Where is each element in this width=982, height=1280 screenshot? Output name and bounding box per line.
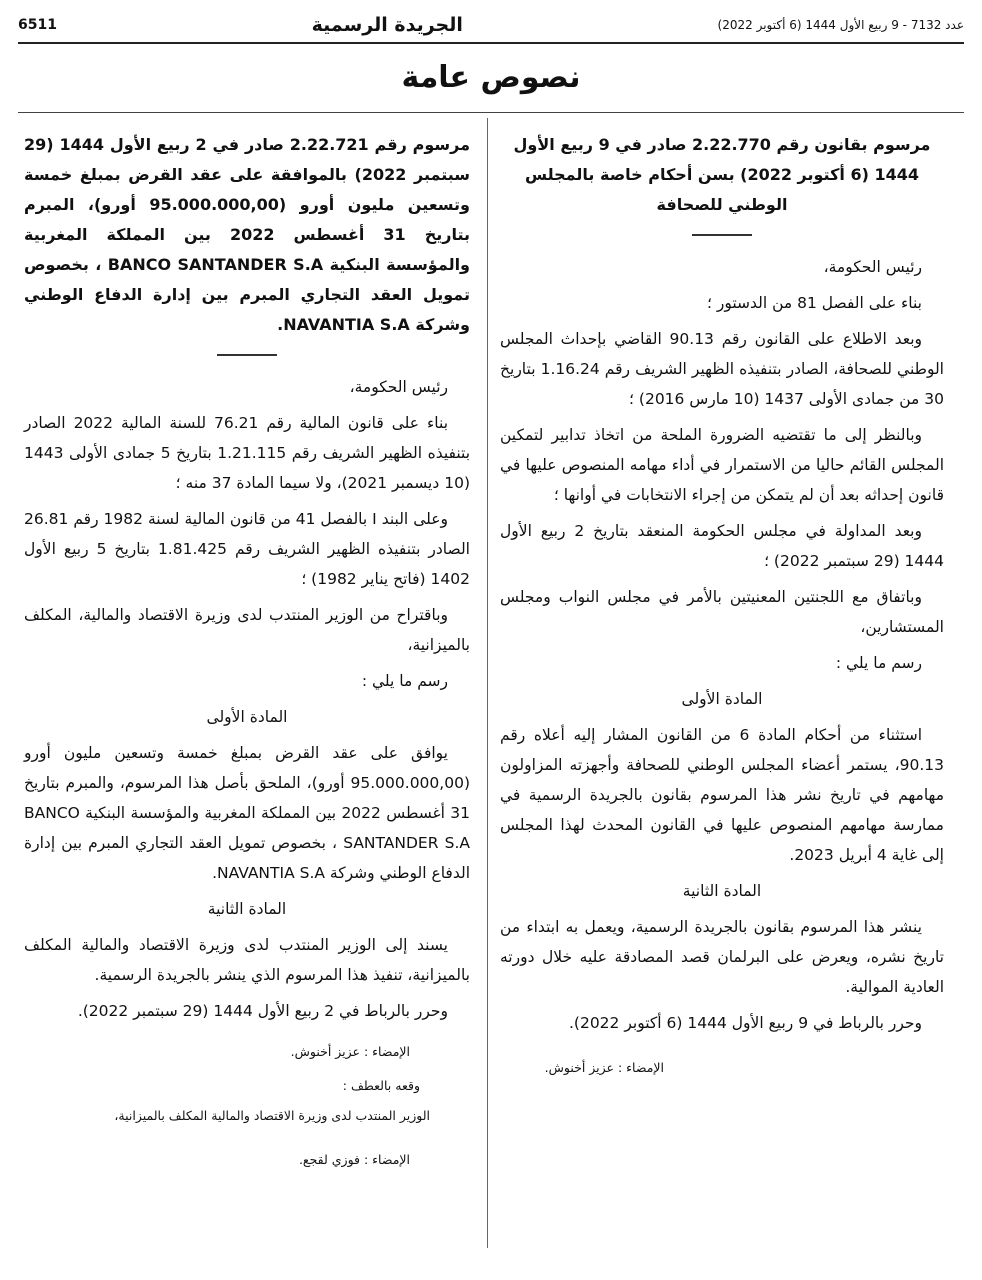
article-2-heading: المادة الثانية [682, 882, 762, 900]
article-1-text: استثناء من أحكام المادة 6 من القانون المشار إليه أعلاه رقم 90.13، يستمر أعضاء المجلس الوطني للصحافة وأجهزته المزاولون مهامهم في تاريخ نشر هذا المرسوم بقانون بالجريدة الرسمية في ممارسة مهامهم المنصوص عليها في القانون المحدث لهذا المجلس إلى غاية 4 أبريل 2023. [500, 726, 944, 864]
article-2-text: يسند إلى الوزير المنتدب لدى وزيرة الاقتصاد والمالية المكلف بالميزانية، تنفيذ هذا المرسوم الذي ينشر بالجريدة الرسمية. [24, 936, 470, 984]
header-rule [18, 42, 964, 44]
countersign-signature: الإمضاء : فوزي لقجع. [298, 1152, 410, 1167]
article-1-heading: المادة الأولى [681, 690, 763, 708]
article-1-heading: المادة الأولى [206, 708, 288, 726]
signature: الإمضاء : عزيز أخنوش. [290, 1044, 410, 1059]
countersign-role: الوزير المنتدب لدى وزيرة الاقتصاد والمالية المكلف بالميزانية، [114, 1108, 430, 1123]
decrees-label: رسم ما يلي : [835, 654, 922, 672]
preamble-2: وعلى البند I بالفصل 41 من قانون المالية لسنة 1982 رقم 26.81 الصادر بتنفيذه الظهير الشريف رقم 1.81.425 بتاريخ 5 ربيع الأول 1402 (فاتح يناير 1982) ؛ [24, 510, 470, 588]
preamble-2: وبعد الاطلاع على القانون رقم 90.13 القاضي بإحداث المجلس الوطني للصحافة، الصادر بتنفيذه الظهير الشريف رقم 1.16.24 بتاريخ 30 من جمادى الأولى 1437 (10 مارس 2016) ؛ [500, 330, 944, 408]
article-1-text: يوافق على عقد القرض بمبلغ خمسة وتسعين مليون أورو (95.000.000,00 أورو)، الملحق بأصل هذا المرسوم، والمبرم بتاريخ 31 أغسطس 2022 بين المملكة المغربية والمؤسسة البنكية BANCO SANTANDER S.A ، بخصوص تمويل العقد التجاري المبرم بين إدارة الدفاع الوطني وشركة NAVANTIA S.A. [24, 744, 470, 882]
countersign-label: وقعه بالعطف : [342, 1078, 420, 1093]
preamble-5: وباتفاق مع اللجنتين المعنيتين بالأمر في مجلس النواب ومجلس المستشارين، [500, 588, 944, 636]
signature: الإمضاء : عزيز أخنوش. [544, 1060, 664, 1075]
done-at: وحرر بالرباط في 9 ربيع الأول 1444 (6 أكتوبر 2022). [568, 1014, 922, 1032]
preamble-3: وبالنظر إلى ما تقتضيه الضرورة الملحة من اتخاذ تدابير لتمكين المجلس القائم حاليا من الاستمرار في أداء مهامه المنصوص عليها في قانون إحداثه بعد أن لم يتمكن من إجراء الانتخابات في أوانها ؛ [500, 426, 944, 504]
preamble-1: بناء على قانون المالية رقم 76.21 للسنة المالية 2022 الصادر بتنفيذه الظهير الشريف رقم 1.21.115 بتاريخ 5 جمادى الأولى 1443 (10 ديسمبر 2021)، ولا سيما المادة 37 منه ؛ [24, 414, 471, 492]
title-separator [692, 234, 752, 236]
preamble-1: بناء على الفصل 81 من الدستور ؛ [706, 294, 922, 312]
decree-law-column [500, 130, 944, 1086]
decree-law-title: مرسوم بقانون رقم 2.22.770 صادر في 9 ربيع الأول 1444 (6 أكتوبر 2022) بسن أحكام خاصة بالمجلس الوطني للصحافة [513, 135, 931, 214]
title-separator [217, 354, 277, 356]
decree-column [24, 130, 470, 1178]
section-rule [18, 112, 964, 113]
preamble-3: وباقتراح من الوزير المنتدب لدى وزيرة الاقتصاد والمالية، المكلف بالميزانية، [24, 606, 470, 654]
page-header [18, 10, 964, 40]
head-of-government: رئيس الحكومة، [823, 258, 922, 276]
section-title: نصوص عامة [401, 60, 581, 95]
done-at: وحرر بالرباط في 2 ربيع الأول 1444 (29 سبتمبر 2022). [77, 1002, 448, 1020]
article-2-text: ينشر هذا المرسوم بقانون بالجريدة الرسمية، ويعمل به ابتداء من تاريخ نشره، ويعرض على البرلمان قصد المصادقة عليه خلال دورته العادية الموالية. [500, 918, 944, 996]
decrees-label: رسم ما يلي : [361, 672, 448, 690]
gazette-title: الجريدة الرسمية [311, 14, 463, 36]
decree-title: مرسوم رقم 2.22.721 صادر في 2 ربيع الأول 1444 (29 سبتمبر 2022) بالموافقة على عقد القرض بمبلغ خمسة وتسعين مليون أورو (95.000.000,00 أورو)، المبرم بتاريخ 31 أغسطس 2022 بين المملكة المغربية والمؤسسة البنكية BANCO SANTANDER S.A ، بخصوص تمويل العقد التجاري المبرم بين إدارة الدفاع الوطني وشركة NAVANTIA S.A. [24, 135, 471, 334]
column-divider [487, 118, 488, 1248]
issue-info: عدد 7132 - 9 ربيع الأول 1444 (6 أكتوبر 2022) [717, 18, 964, 32]
page-number: 6511 [18, 17, 57, 33]
preamble-4: وبعد المداولة في مجلس الحكومة المنعقد بتاريخ 2 ربيع الأول 1444 (29 سبتمبر 2022) ؛ [500, 522, 944, 570]
article-2-heading: المادة الثانية [207, 900, 287, 918]
head-of-government: رئيس الحكومة، [349, 378, 448, 396]
